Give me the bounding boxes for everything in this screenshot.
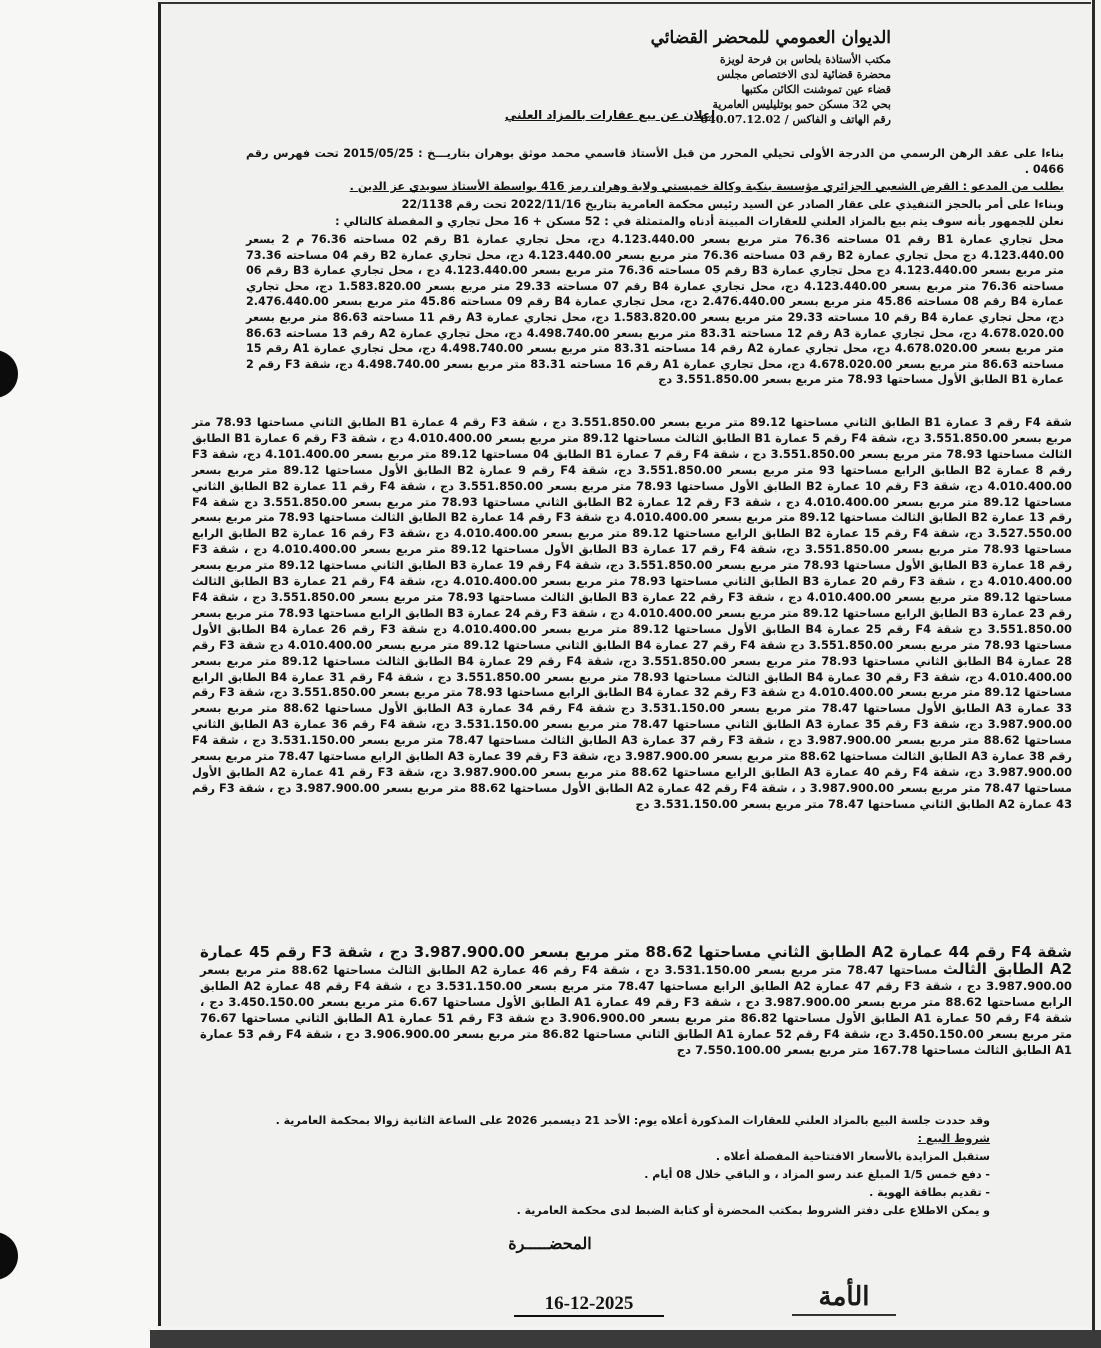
punch-hole <box>0 1232 18 1280</box>
apartments-list: شقة F4 رقم 3 عمارة B1 الطابق الثاني مساحتها 89.12 متر مربع بسعر 3.551.850.00 دج ، شقة F3 رقم 4 عمارة B1 الطابق الثاني مساحتها 78.93 متر مربع بسعر 3.551.850.00 دج، شقة F4 رقم 5 عمارة B1 الطابق الثالث مساحتها 89.12 متر مربع بسعر 4.010.400.00 دج ، شقة F3 رقم 6 عمارة B1 الطابق الثالث مساحتها 78.93 متر مربع بسعر 3.551.850.00 دج ، شقة F4 رقم 7 عمارة B1 الطابق 04 مساحتها 89.12 متر مربع بسعر 4.101.400.00 دج، شقة F3 رقم 8 عمارة B2 الطابق الرابع مساحتها 93 متر مربع بسعر 3.551.850.00 دج، شقة F4 رقم 9 عمارة B2 الطابق الأول مساحتها 89.12 متر مربع بسعر 4.010.400.00 دج، شقة F3 رقم 10 عمارة B2 الطابق الأول مساحتها 78.93 متر مربع بسعر 3.551.850.00 دج ، شقة F4 رقم 11 عمارة B2 الطابق الثاني مساحتها 89.12 متر مربع بسعر 4.010.400.00 دج ، شقة F3 رقم 12 عمارة B2 الطابق الثاني مساحتها 78.93 متر مربع بسعر 3.551.850.00 دج شقة F4 رقم 13 عمارة B2 الطابق الثالث مساحتها 89.12 متر مربع بسعر 4.010.400.00 دج شقة F3 رقم 14 عمارة B2 الطابق الثالث مساحتها 78.93 متر مربع بسعر 3.527.550.00 دج، شقة F4 رقم 15 عمارة B2 الطابق الرابع مساحتها 89.12 متر مربع بسعر 4.010.400.00 دج ،شقة F3 رقم 16 عمارة B2 الطابق الرابع مساحتها 78.93 متر مربع بسعر 3.551.850.00 دج، شقة F4 رقم 17 عمارة B3 الطابق الأول مساحتها 89.12 متر مربع بسعر 4.010.400.00 دج ، شقة F3 رقم 18 عمارة B3 الطابق الأول مساحتها 78.93 متر مربع بسعر 3.551.850.00 دج، شقة F4 رقم 19 عمارة B3 الطابق الثاني مساحتها 89.12 متر مربع بسعر 4.010.400.00 دج ، شقة F3 رقم 20 عمارة B3 الطابق الثاني مساحتها 78.93 متر مربع بسعر 4.010.400.00 دج، شقة F4 رقم 21 عمارة B3 الطابق الثالث مساحتها 89.12 متر مربع بسعر 4.010.400.00 دج ، شقة F3 رقم 22 عمارة B3 الطابق الثالث مساحتها 78.93 متر مربع بسعر 3.551.850.00 دج ، شقة F4 رقم 23 عمارة B3 الطابق الرابع مساحتها 89.12 متر مربع بسعر 4.010.400.00 دج ، شقة F3 رقم 24 عمارة B3 الطابق الرابع مساحتها 78.93 متر مربع بسعر 3.551.850.00 دج شقة F4 رقم 25 عمارة B4 الطابق الأول مساحتها 89.12 متر مربع بسعر 4.010.400.00 دج شقة F3 رقم 26 عمارة B4 الطابق الأول مساحتها 78.93 متر مربع بسعر 3.551.850.00 دج شقة F4 رقم 27 عمارة B4 الطابق الثاني مساحتها 89.12 متر مربع بسعر 4.010.400.00 دج شقة F3 رقم 28 عمارة B4 الطابق الثاني مساحتها 78.93 متر مربع بسعر 3.551.850.00 دج، شقة F4 رقم 29 عمارة B4 الطابق الثالث مساحتها 89.12 متر مربع بسعر 4.010.400.00 دج، شقة F3 رقم 30 عمارة B4 الطابق الثالث مساحتها 78.93 متر مربع بسعر 3.551.850.00 دج ، شقة F4 رقم 31 عمارة B4 الطابق الرابع مساحتها 89.12 متر مربع بسعر 4.010.400.00 دج شقة F3 رقم 32 عمارة B4 الطابق الرابع مساحتها 78.93 متر مربع بسعر 3.551.850.00 دج، شقة F3 رقم 33 عمارة A3 الطابق الأول مساحتها 78.47 متر مربع بسعر 3.531.150.00 دج شقة F4 رقم 34 عمارة A3 الطابق الأول مساحتها 88.62 متر مربع بسعر 3.987.900.00 دج، شقة F3 رقم 35 عمارة A3 الطابق الثاني مساحتها 78.47 متر مربع بسعر 3.531.150.00 دج، شقة F4 رقم 36 عمارة A3 الطابق الثاني مساحتها 88.62 متر مربع بسعر 3.987.900.00 دج ، شقة F3 رقم 37 عمارة A3 الطابق الثالث مساحتها 78.47 متر مربع بسعر 3.531.150.00 دج ، شقة F4 رقم 38 عمارة A3 الطابق الثالث مساحتها 88.62 متر مربع بسعر 3.987.900.00 دج، شقة F3 رقم 39 عمارة A3 الطابق الرابع مساحتها 78.47 متر مربع بسعر 3.987.900.00 دج، شقة F4 رقم 40 عمارة A3 الطابق الرابع مساحتها 88.62 متر مربع بسعر 3.987.900.00 دج، شقة F3 رقم 41 عمارة A2 الطابق الأول مساحتها 78.47 متر مربع بسعر 3.987.900.00 د ، شقة F4 رقم 42 عمارة A2 الطابق الأول مساحتها 88.62 متر مربع بسعر 3.987.900.00 دج ، شقة F3 رقم 43 عمارة A2 الطابق الثاني مساحتها 78.47 متر مربع بسعر 3.531.150.00 دج <box>192 415 1073 811</box>
sale-conditions <box>270 1112 990 1220</box>
header-line: محضرة قضائية لدى الاختصاص مجلس <box>716 68 891 81</box>
apartments-list-continued <box>200 944 1072 1058</box>
notice-intro <box>246 146 1064 390</box>
signature: المحضـــــرة <box>508 1234 592 1253</box>
logo-text: الأمة <box>818 1282 870 1312</box>
condition-item: - دفع خمس 1/5 المبلغ عند رسو المزاد ، و الباقي خلال 08 أيام . <box>644 1168 990 1181</box>
apartments-lead-line: شقة F4 رقم 44 عمارة A2 الطابق الثاني مساحتها 88.62 متر مربع بسعر 3.987.900.00 دج ، شقة F3 رقم 45 عمارة A2 الطابق الثالث <box>200 943 1073 978</box>
session-date: وقد حددت جلسة البيع بالمزاد العلني للعقارات المذكورة أعلاه يوم: الأحد 21 ديسمبر 2026 على الساعة الثانية زوالا بمحكمة العامرية . <box>275 1114 990 1127</box>
punch-hole <box>0 350 18 398</box>
apartments-remaining: مساحتها 78.47 متر مربع بسعر 3.531.150.00 دج ، شقة F4 رقم 46 عمارة A2 الطابق الثالث مساحتها 88.62 متر مربع بسعر 3.987.900.00 دج ، شقة F3 رقم 47 عمارة A2 الطابق الرابع مساحتها 78.47 متر مربع بسعر 3.531.150.00 دج ، شقة F4 رقم 48 عمارة A2 الطابق الرابع مساحتها 88.62 متر مربع بسعر 3.987.900.00 دج ، شقة F3 رقم 49 عمارة A1 الطابق الأول مساحتها 6.67 متر مربع بسعر 3.450.150.00 دج ، شقة F4 رقم 50 عمارة A1 الطابق الأول مساحتها 86.82 متر مربع بسعر 3.906.900.00 دج شقة F3 رقم 51 عمارة A1 الطابق الثاني مساحتها 76.67 متر مربع بسعر 3.450.150.00 دج، شقة F4 رقم 52 عمارة A1 الطابق الثاني مساحتها 86.82 متر مربع بسعر 3.906.900.00 دج ، شقة F4 رقم 53 عمارة A1 الطابق الثالث مساحتها 167.78 متر مربع بسعر 7.550.100.00 دج <box>200 963 1073 1057</box>
intro-paragraph: وبناءا على أمر بالحجز التنفيذي على عقار الصادر عن السيد رئيس محكمة العامرية بتاريخ 2022/11/16 تحت رقم 22/1138 <box>401 197 1064 211</box>
column-rule <box>1092 0 1095 1336</box>
office-name: الديوان العمومي للمحضر القضائي <box>650 28 891 48</box>
intro-paragraph: بطلب من المدعو : القرض الشعبي الجزائري مؤسسة بنكية وكالة خميستي ولاية وهران رمز 416 بواسطة الأستاذ سويدي عز الدين . <box>349 180 1064 194</box>
publication-date: 16-12-2025 <box>514 1293 664 1317</box>
intro-paragraph: بناءا على عقد الرهن الرسمي من الدرجة الأولى تحيلي المحرر من قبل الأستاذ قاسمي محمد موثق بوهران بتاريـــخ : 2015/05/25 تحت فهرس رقم 0466 . <box>246 147 1064 176</box>
header-line: قضاء عين تموشنت الكائن مكتبها <box>741 83 891 96</box>
intro-paragraph: نعلن للجمهور بأنه سوف يتم بيع بالمزاد العلني للعقارات المبينة أدناه والمتمثلة في : 52 مسكن + 16 محل تجاري و المفصلة كالتالي : <box>335 215 1064 229</box>
header-line: مكتب الأستاذة بلحاس بن فرحة لويزة <box>719 53 891 66</box>
header-line: رقم الهاتف و الفاكس / 040.07.12.02 <box>700 113 891 126</box>
header-line: بحي 32 مسكن حمو بوتليليس العامرية <box>712 98 891 111</box>
conditions-title: شروط البيع : <box>917 1132 990 1145</box>
condition-item: ستقبل المزايدة بالأسعار الافتتاحية المفصلة أعلاه . <box>715 1150 990 1163</box>
condition-item: - تقديم بطاقة الهوية . <box>869 1186 990 1199</box>
logo-underline <box>792 1314 896 1316</box>
newspaper-logo <box>784 1280 904 1316</box>
condition-item: و يمكن الاطلاع على دفتر الشروط بمكتب المحضرة أو كتابة الضبط لدى محكمة العامرية . <box>516 1204 990 1217</box>
notice-title: إعلان عن بيع عقارات بالمزاد العلني <box>504 108 716 122</box>
bottom-band <box>150 1330 1101 1348</box>
shops-list: محل تجاري عمارة B1 رقم 01 مساحته 76.36 متر مربع بسعر 4.123.440.00 دج، محل تجاري عمارة B1 رقم 02 مساحته 76.36 م 2 بسعر 4.123.440.00 دج محل تجاري عمارة B2 رقم 03 مساحته 76.36 متر مربع بسعر 4.123.440.00 دج، محل تجاري عمارة B2 رقم 04 مساحته 73.36 متر مربع بسعر 4.123.440.00 دج محل تجاري عمارة B3 رقم 05 مساحته 76.36 متر مربع بسعر 4.123.440.00 دج ، محل تجاري عمارة B3 رقم 06 مساحته 76.36 متر مربع بسعر 4.123.440.00 دج، محل تجاري عمارة B4 رقم 07 مساحته 29.33 متر مربع بسعر 1.583.820.00 دج، محل تجاري عمارة B4 رقم 08 مساحته 45.86 متر مربع بسعر 2.476.440.00 دج، محل تجاري عمارة B4 رقم 09 مساحته 45.86 متر مربع بسعر 2.476.440.00 دج، محل تجاري عمارة B4 رقم 10 مساحته 29.33 متر مربع بسعر 1.583.820.00 دج، محل تجاري عمارة A3 رقم 11 مساحته 86.63 متر مربع بسعر 4.678.020.00 دج، محل تجاري عمارة A3 رقم 12 مساحته 83.31 متر مربع بسعر 4.498.740.00 دج، محل تجاري عمارة A2 رقم 13 مساحته 86.63 متر مربع بسعر 4.678.020.00 دج، محل تجاري عمارة A2 رقم 14 مساحته 83.31 متر مربع بسعر 4.498.740.00 دج، محل تجاري عمارة A1 رقم 15 مساحته 86.63 متر مربع بسعر 4.678.020.00 دج، محل تجاري عمارة A1 رقم 16 مساحته 83.31 متر مربع بسعر 4.498.740.00 دج، شقة F3 رقم 2 عمارة B1 الطابق الأول مساحتها 78.93 متر مربع بسعر 3.551.850.00 دج <box>246 232 1065 387</box>
page-margin <box>0 0 158 1348</box>
